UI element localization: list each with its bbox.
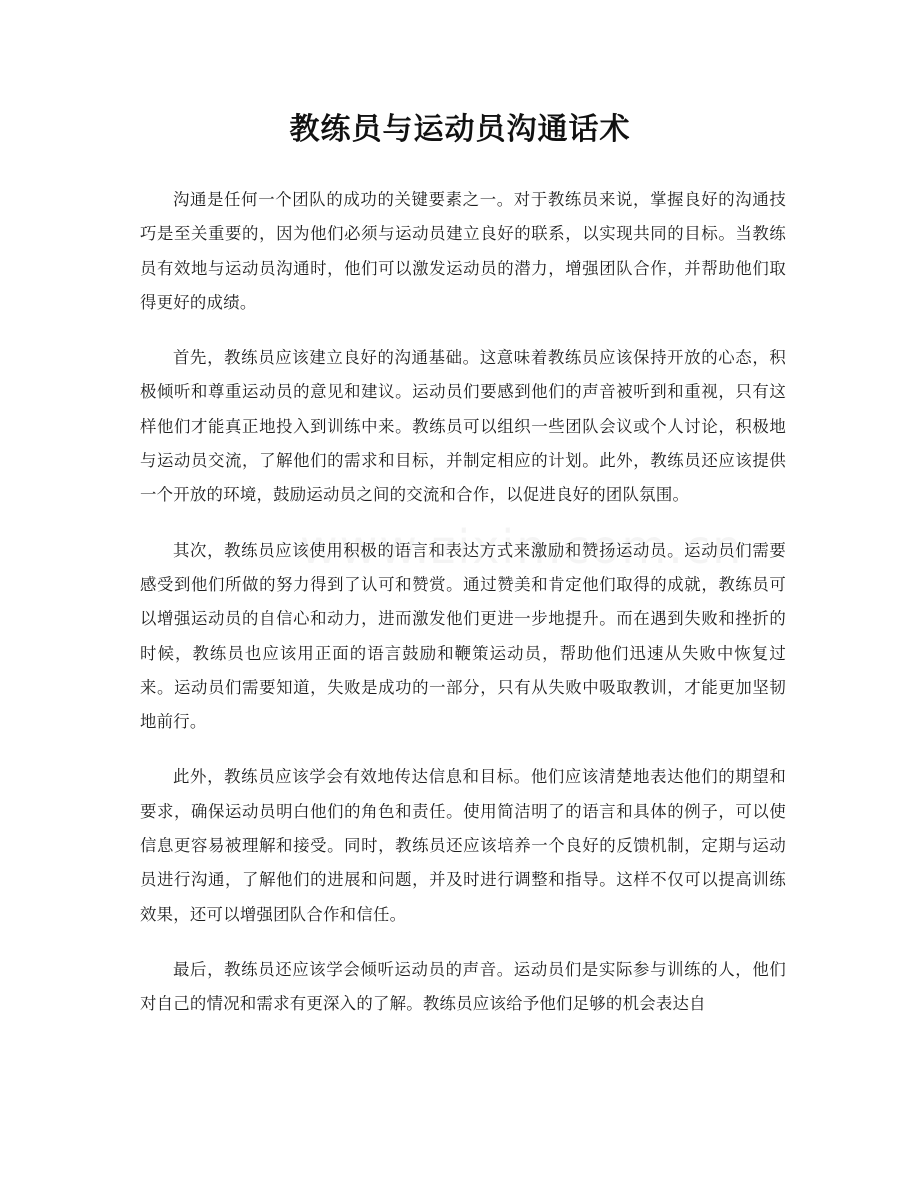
paragraph: 沟通是任何一个团队的成功的关键要素之一。对于教练员来说，掌握良好的沟通技巧是至关重要的，因为他们必须与运动员建立良好的联系，以实现共同的目标。当教练员有效地与运动员沟通时，他们可以激发运动员的潜力，增强团队合作，并帮助他们取得更好的成绩。 <box>140 190 786 312</box>
paragraph: 首先，教练员应该建立良好的沟通基础。这意味着教练员应该保持开放的心态，积极倾听和尊重运动员的意见和建议。运动员们要感到他们的声音被听到和重视，只有这样他们才能真正地投入到训练中来。教练员可以组织一些团队会议或个人讨论，积极地与运动员交流，了解他们的需求和目标，并制定相应的计划。此外，教练员还应该提供一个开放的环境，鼓励运动员之间的交流和合作，以促进良好的团队氛围。 <box>140 348 786 505</box>
document-body <box>140 183 786 1043</box>
document-title: 教练员与运动员沟通话术 <box>289 112 631 147</box>
paragraph: 最后，教练员还应该学会倾听运动员的声音。运动员们是实际参与训练的人，他们对自己的情况和需求有更深入的了解。教练员应该给予他们足够的机会表达自 <box>140 959 786 1014</box>
paragraph: 此外，教练员应该学会有效地传达信息和目标。他们应该清楚地表达他们的期望和要求，确保运动员明白他们的角色和责任。使用简洁明了的语言和具体的例子，可以使信息更容易被理解和接受。同时，教练员还应该培养一个良好的反馈机制，定期与运动员进行沟通，了解他们的进展和问题，并及时进行调整和指导。这样不仅可以提高训练效果，还可以增强团队合作和信任。 <box>140 767 786 924</box>
paragraph: 其次，教练员应该使用积极的语言和表达方式来激励和赞扬运动员。运动员们需要感受到他们所做的努力得到了认可和赞赏。通过赞美和肯定他们取得的成就，教练员可以增强运动员的自信心和动力，进而激发他们更进一步地提升。而在遇到失败和挫折的时候，教练员也应该用正面的语言鼓励和鞭策运动员，帮助他们迅速从失败中恢复过来。运动员们需要知道，失败是成功的一部分，只有从失败中吸取教训，才能更加坚韧地前行。 <box>140 540 786 732</box>
